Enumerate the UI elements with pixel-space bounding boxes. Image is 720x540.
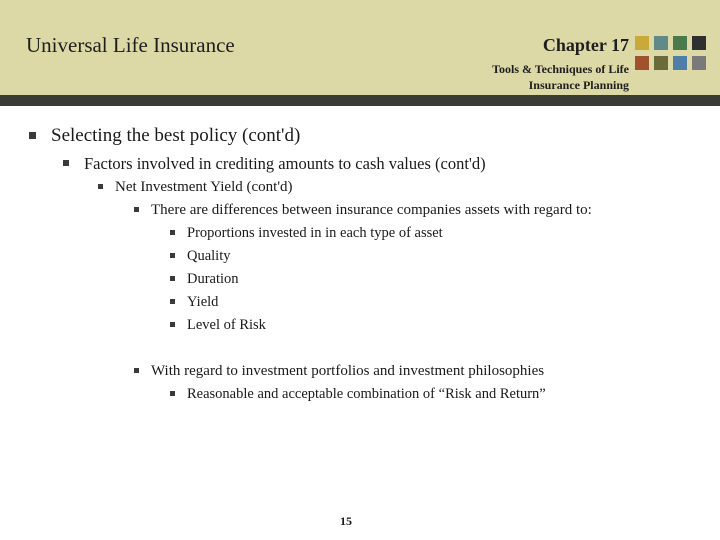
subtitle-line-1: Tools & Techniques of Life bbox=[492, 62, 629, 76]
chapter-subtitle bbox=[409, 61, 629, 93]
outline-text: Proportions invested in in each type of asset bbox=[187, 225, 443, 241]
outline-level-5 bbox=[170, 386, 546, 403]
square-tile bbox=[635, 36, 649, 50]
outline-text: Reasonable and acceptable combination of “Risk and Return” bbox=[187, 386, 546, 402]
outline-text: Net Investment Yield (cont'd) bbox=[115, 179, 293, 195]
outline-text: Factors involved in crediting amounts to cash values (cont'd) bbox=[84, 154, 486, 173]
square-tile bbox=[654, 36, 668, 50]
square-tile bbox=[692, 56, 706, 70]
outline-level-4 bbox=[134, 363, 544, 380]
bullet-icon bbox=[170, 230, 175, 235]
outline-level-5 bbox=[170, 271, 239, 288]
outline-level-5 bbox=[170, 248, 231, 265]
outline-level-5 bbox=[170, 294, 218, 311]
header-divider-bar bbox=[0, 95, 720, 106]
outline-level-1 bbox=[29, 125, 300, 147]
slide-title: Universal Life Insurance bbox=[26, 33, 235, 57]
bullet-icon bbox=[170, 391, 175, 396]
page-number: 15 bbox=[340, 514, 352, 528]
square-tile bbox=[673, 36, 687, 50]
outline-text: Selecting the best policy (cont'd) bbox=[51, 125, 301, 146]
outline-level-2 bbox=[63, 154, 486, 174]
bullet-icon bbox=[134, 368, 139, 373]
chapter-label: Chapter 17 bbox=[542, 35, 629, 55]
outline-text: Yield bbox=[187, 294, 219, 310]
bullet-icon bbox=[134, 207, 139, 212]
square-tile bbox=[654, 56, 668, 70]
outline-level-5 bbox=[170, 225, 443, 242]
bullet-icon bbox=[170, 276, 175, 281]
subtitle-line-2: Insurance Planning bbox=[528, 78, 629, 92]
outline-level-4 bbox=[134, 202, 592, 219]
bullet-icon bbox=[170, 322, 175, 327]
outline-text: Duration bbox=[187, 271, 239, 287]
bullet-icon bbox=[170, 253, 175, 258]
square-tile bbox=[673, 56, 687, 70]
bullet-icon bbox=[98, 184, 103, 189]
outline-level-5 bbox=[170, 317, 266, 334]
outline-text: There are differences between insurance companies assets with regard to: bbox=[151, 202, 592, 218]
outline-text: Level of Risk bbox=[187, 317, 266, 333]
bullet-icon bbox=[63, 160, 69, 166]
bullet-icon bbox=[29, 132, 36, 139]
square-tile bbox=[635, 56, 649, 70]
bullet-icon bbox=[170, 299, 175, 304]
outline-text: With regard to investment portfolios and investment philosophies bbox=[151, 363, 545, 379]
square-tile bbox=[692, 36, 706, 50]
outline-level-3 bbox=[98, 179, 293, 196]
outline-text: Quality bbox=[187, 248, 231, 264]
